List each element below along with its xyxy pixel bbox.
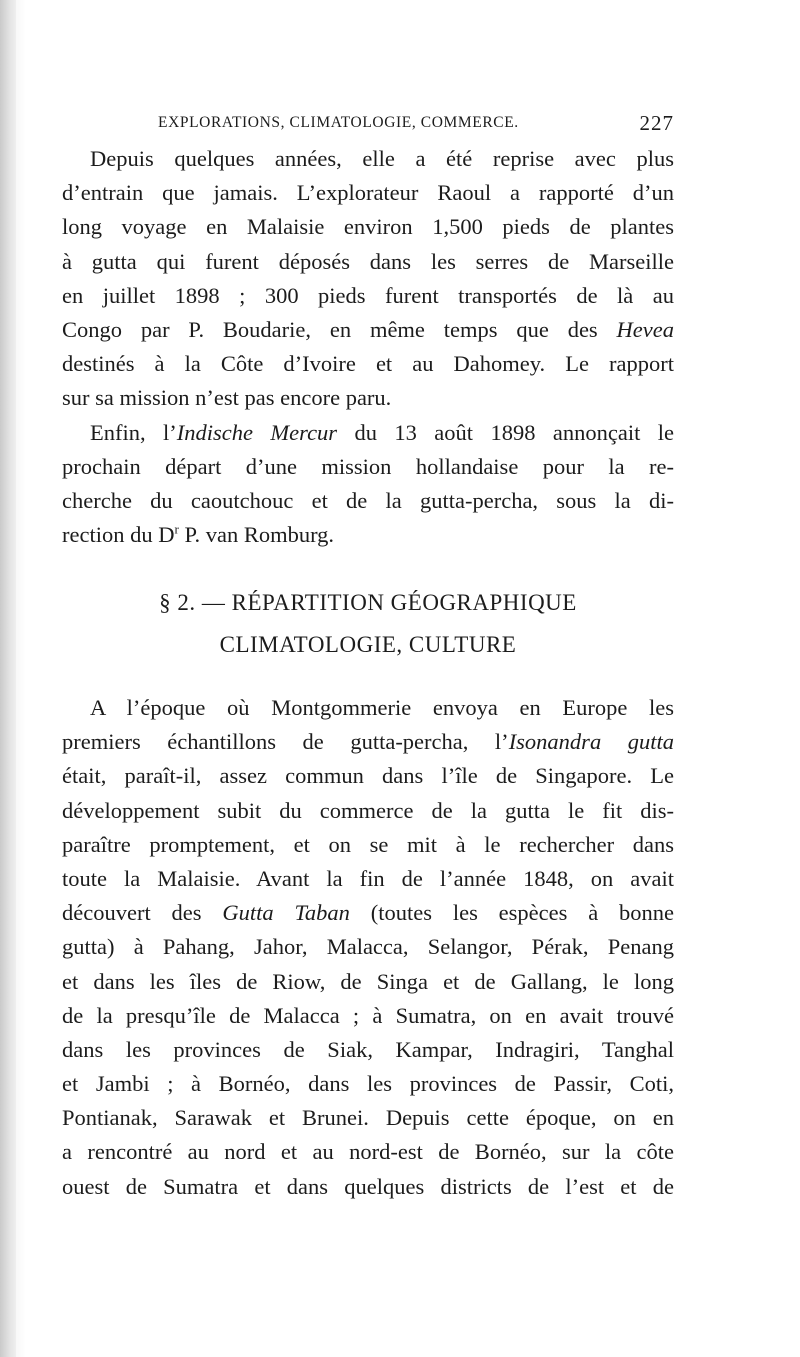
page-number: 227: [639, 111, 674, 135]
paragraph-2-text: P. van Romburg.: [178, 522, 335, 548]
paragraph-3-line: toute la Malaisie. Avant la fin de l’année 1848, on avait: [62, 865, 674, 891]
paragraph-3-line: gutta) à Pahang, Jahor, Malacca, Selangor, Pérak, Penang: [62, 934, 674, 960]
paragraphs-top: [62, 142, 674, 552]
section-heading-line-2: CLIMATOLOGIE, CULTURE: [219, 632, 517, 657]
paragraph-3-line: paraître promptement, et on se mit à le rechercher dans: [62, 831, 674, 857]
paragraph-1-line: destinés à la Côte d’Ivoire et au Dahomey. Le rapport: [62, 351, 674, 377]
paragraph-3-line: et dans les îles de Riow, de Singa et de Gallang, le long: [62, 968, 674, 994]
paragraph-3-line: développement subit du commerce de la gutta le fit dis-: [62, 797, 674, 823]
italic-term-hevea: Hevea: [616, 316, 674, 342]
paragraph-2-line: prochain départ d’une mission hollandaise pour la re-: [62, 453, 674, 479]
paragraph-3-text: découvert des: [62, 900, 223, 926]
paragraph-3-line: de la presqu’île de Malacca ; à Sumatra, on en avait trouvé: [62, 1002, 674, 1028]
paragraph-3-line: était, paraît-il, assez commun dans l’île de Singapore. Le: [62, 763, 674, 789]
paragraph-1-text: Congo par P. Boudarie, en même temps que des: [62, 316, 617, 342]
paragraph-3: [62, 691, 674, 1204]
paragraph-2-text: du 13 août 1898 annonçait le: [337, 419, 674, 445]
paragraph-1-line: à gutta qui furent déposés dans les serres de Marseille: [62, 248, 674, 274]
paragraph-1-line: long voyage en Malaisie environ 1,500 pieds de plantes: [62, 214, 674, 240]
paragraph-3-text: (toutes les espèces à bonne: [349, 900, 674, 926]
paragraph-1-line: Depuis quelques années, elle a été reprise avec plus: [90, 146, 674, 171]
paragraph-3-line: A l’époque où Montgommerie envoya en Europe les: [90, 695, 674, 720]
italic-term-gutta-taban: Gutta Taban: [222, 900, 350, 926]
paragraph-1-line: d’entrain que jamais. L’explorateur Raoul a rapporté d’un: [62, 180, 674, 206]
page-gutter-shadow: [0, 0, 16, 1357]
italic-term-isonandra-gutta: Isonandra gutta: [508, 729, 674, 755]
paragraph-3-line: ouest de Sumatra et dans quelques districts de l’est et de: [62, 1173, 674, 1199]
paragraph-3-line: dans les provinces de Siak, Kampar, Indragiri, Tanghal: [62, 1036, 674, 1062]
paragraph-1-line: [62, 313, 674, 347]
paragraph-1-line: sur sa mission n’est pas encore paru.: [62, 385, 392, 411]
paragraph-2-text: rection du D: [62, 522, 175, 548]
italic-title-indische-mercur: Indische Mercur: [176, 419, 338, 445]
paragraph-3-line: [62, 725, 674, 759]
section-heading-line-1: § 2. — RÉPARTITION GÉOGRAPHIQUE: [159, 590, 577, 615]
paragraph-3-line: a rencontré au nord et au nord-est de Bornéo, sur la côte: [62, 1139, 674, 1165]
paragraph-3-line: Pontianak, Sarawak et Brunei. Depuis cette époque, on en: [62, 1105, 674, 1131]
paragraph-2-text: Enfin, l’: [90, 419, 177, 445]
paragraph-2-line: [62, 416, 674, 450]
running-head: [62, 108, 674, 138]
paragraph-1-line: en juillet 1898 ; 300 pieds furent transportés de là au: [62, 282, 674, 308]
running-head-title: EXPLORATIONS, CLIMATOLOGIE, COMMERCE.: [158, 114, 519, 131]
paragraph-2-line: [62, 518, 674, 552]
paragraph-3-line: et Jambi ; à Bornéo, dans les provinces de Passir, Coti,: [62, 1071, 674, 1097]
paragraph-3-text: premiers échantillons de gutta-percha, l’: [62, 729, 509, 755]
paragraph-3-line: [62, 896, 674, 930]
paragraph-2-line: cherche du caoutchouc et de la gutta-percha, sous la di-: [62, 487, 674, 513]
superscript-r: r: [174, 521, 179, 537]
